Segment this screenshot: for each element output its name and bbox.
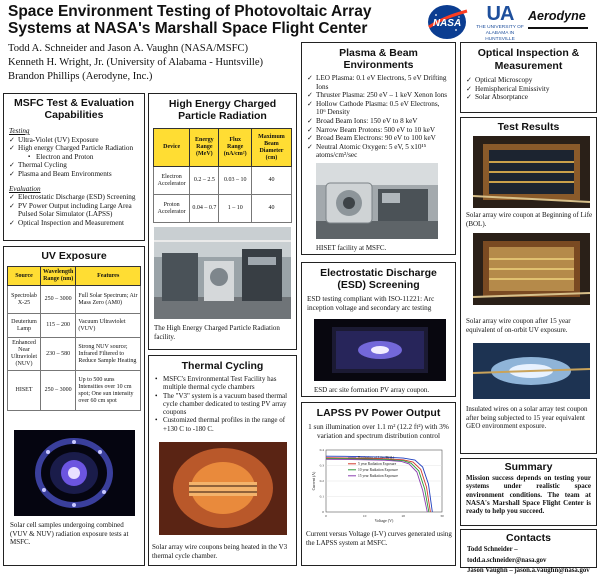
table-cell: 1 – 10	[219, 195, 252, 223]
thermal-cycling-panel	[148, 355, 297, 566]
panel-title: Contacts	[506, 532, 551, 544]
accelerator-table	[153, 128, 292, 223]
nasa-logo-text: NASA	[432, 18, 462, 29]
y-tick-label: 0.2	[319, 479, 324, 484]
contact-line: Jason Vaughn – jason.a.vaughn@nasa.gov	[467, 567, 590, 574]
table-cell: Proton Accelerator	[154, 195, 190, 223]
aerodyne-logo-text: Aerodyne	[528, 9, 586, 23]
y-tick-label: 0.3	[319, 463, 324, 468]
y-tick-label: 0.4	[319, 448, 324, 453]
lapss-description: 1 sun illumination over 1.1 m² (12.2 ft²) with 3% variation and spectrum distribution control	[308, 423, 449, 440]
panel-title: UV Exposure	[41, 250, 107, 262]
test-results-panel	[460, 117, 597, 454]
panel-title: Electrostatic Discharge (ESD) Screening	[320, 267, 437, 291]
list-item: ✓ Electrostatic Discharge (ESD) Screening	[9, 193, 139, 202]
plasma-beam-panel	[301, 42, 456, 255]
list-item: ✓ Broad Beam Electrons: 90 eV to 100 keV	[307, 134, 450, 143]
uah-logo	[474, 4, 526, 44]
author-line: Brandon Phillips (Aerodyne, Inc.)	[8, 71, 153, 82]
esd-screening-panel	[301, 262, 456, 397]
panel-title: Test Results	[497, 121, 560, 133]
y-tick-label: 0	[322, 510, 324, 515]
table-cell: Full Solar Spectrum; Air Mass Zero (AM0)	[76, 286, 141, 314]
table-cell: 115 – 200	[41, 314, 76, 338]
table-cell: Vacuum Ultraviolet (VUV)	[76, 314, 141, 338]
iv-curve-svg	[310, 446, 450, 526]
list-item: ✓ Hemispherical Emissivity	[466, 85, 591, 94]
table-cell: Strong NUV source; Infrared Filtered to Reduce Sample Heating	[76, 338, 141, 371]
uah-logo-mark: UA	[486, 3, 514, 25]
esd-arc-photo	[314, 319, 446, 381]
table-header: Maximum Beam Diameter (cm)	[251, 129, 291, 167]
panel-title: Summary	[504, 461, 553, 473]
legend-label: 10 year Radiation Exposure	[358, 468, 399, 472]
list-item: ✓ Plasma and Beam Environments	[9, 170, 139, 179]
table-cell: 250 – 3000	[41, 371, 76, 411]
geo-wire-photo	[473, 343, 590, 399]
list-item: ✓ PV Power Output including Large Area Pulsed Solar Simulator (LAPSS)	[9, 202, 139, 219]
panel-title: LAPSS PV Power Output	[316, 407, 441, 419]
table-header: Device	[154, 129, 190, 167]
table-row	[8, 286, 141, 314]
thermal-chamber-photo	[159, 442, 287, 535]
list-item: • Customized thermal profiles in the range of +130 C to -180 C.	[154, 416, 291, 433]
list-item: • MSFC's Environmental Test Facility has multiple thermal cycle chambers	[154, 375, 291, 392]
contact-line: Todd Schneider – todd.a.schneider@nasa.gov	[467, 546, 547, 564]
table-cell: Electron Accelerator	[154, 167, 190, 195]
uv-coupon-caption: Solar array wire coupon after 15 year equivalent of on-orbit UV exposure.	[466, 317, 571, 334]
table-row	[154, 167, 292, 195]
table-cell: HISET	[8, 371, 41, 411]
list-item	[9, 144, 139, 161]
list-item: ✓ Optical Microscopy	[466, 76, 591, 85]
table-cell: 250 – 3000	[41, 286, 76, 314]
evaluation-label: Evaluation	[9, 184, 41, 193]
table-row	[8, 314, 141, 338]
y-axis-label: Current (A)	[311, 471, 316, 491]
hiset-caption: HISET facility at MSFC.	[316, 244, 387, 252]
uah-logo-line1: THE UNIVERSITY OF	[476, 25, 524, 30]
iv-curve-chart	[310, 446, 450, 526]
list-item: ✓ LEO Plasma: 0.1 eV Electrons, 5 eV Drifting Ions	[307, 74, 450, 91]
table-header: Flux Range (nA/cm²)	[219, 129, 252, 167]
legend-label: 15 year Radiation Exposure	[358, 474, 399, 478]
list-item: ✓ Ultra-Violet (UV) Exposure	[9, 136, 139, 145]
list-item: ✓ Optical Inspection and Measurement	[9, 219, 139, 228]
table-header: Source	[8, 267, 41, 286]
aerodyne-underline	[528, 27, 588, 29]
table-cell: Enhanced Near Ultraviolet (NUV)	[8, 338, 41, 371]
author-list	[8, 42, 308, 84]
sub-list-item: ▪ Electron and Proton	[28, 153, 139, 162]
esd-description: ESD testing compliant with ISO-11221: Arc inception voltage and secondary arc testing	[307, 295, 435, 312]
lapss-panel	[301, 402, 456, 566]
esd-caption: ESD arc site formation PV array coupon.	[314, 386, 430, 394]
list-item: ✓ Solar Absorptance	[466, 93, 591, 102]
table-row	[8, 371, 141, 411]
table-cell: 40	[251, 195, 291, 223]
thermal-caption: Solar array wire coupons being heated in the V3 thermal cycle chamber.	[152, 543, 288, 560]
uah-logo-line2: ALABAMA IN HUNTSVILLE	[485, 31, 515, 42]
uv-caption: Solar cell samples undergoing combined (VUV & NUV) radiation exposure tests at MSFC.	[10, 521, 129, 546]
table-cell: 0.2 – 2.5	[190, 167, 219, 195]
list-item: • The "V3" system is a vacuum based thermal cycle chamber dedicated to testing PV array coupons	[154, 392, 291, 417]
summary-text: Mission success depends on testing your systems under realistic space environment conditions. The team at NASA's Marshall Space Flight Center is ready to help you succeed.	[466, 474, 591, 516]
uv-coupon-photo	[473, 233, 590, 305]
table-cell: 230 – 580	[41, 338, 76, 371]
table-cell: 40	[251, 167, 291, 195]
list-item: ✓ Neutral Atomic Oxygen: 5 eV, 5 x10¹⁵ atoms/cm²/sec	[307, 143, 450, 160]
optical-panel	[460, 42, 597, 113]
author-line: Kenneth H. Wright, Jr. (University of Alabama - Huntsville)	[8, 57, 264, 68]
table-row	[154, 195, 292, 223]
uv-exposure-panel	[3, 246, 145, 566]
list-item-label: High energy Charged Particle Radiation	[18, 144, 134, 153]
table-header: Energy Range (MeV)	[190, 129, 219, 167]
x-tick-label: 30	[440, 514, 444, 518]
lapss-caption: Current versus Voltage (I-V) curves generated using the LAPSS system at MSFC.	[306, 530, 452, 547]
table-cell: 0.03 – 10	[219, 167, 252, 195]
x-tick-label: 0	[325, 514, 327, 518]
geo-wire-caption: Insulated wires on a solar array test coupon after being subjected to 15 year equivalent GEO environment exposure.	[466, 405, 588, 430]
bol-caption: Solar array wire coupon at Beginning of Life (BOL).	[466, 211, 593, 228]
x-axis-label: Voltage (V)	[374, 518, 394, 523]
table-cell: Up to 500 suns Intensities over 10 cm spot; One sun intensity over 60 cm spot	[76, 371, 141, 411]
testing-label: Testing	[9, 127, 30, 135]
y-tick-label: 0.1	[319, 494, 324, 499]
legend-label: Beginning of Life (BOL)	[358, 456, 395, 460]
x-tick-label: 10	[362, 514, 367, 518]
table-cell: 0.04 – 0.7	[190, 195, 219, 223]
hiset-facility-photo	[316, 163, 438, 239]
aerodyne-logo	[528, 6, 596, 38]
table-row	[8, 338, 141, 371]
panel-title: MSFC Test & Evaluation Capabilities	[14, 97, 134, 121]
nasa-logo	[423, 3, 471, 41]
panel-title: Plasma & Beam Environments	[339, 47, 418, 71]
author-line: Todd A. Schneider and Jason A. Vaughn (NASA/MSFC)	[8, 43, 249, 54]
summary-panel	[460, 458, 597, 526]
list-item: ✓ Thruster Plasma: 250 eV – 1 keV Xenon Ions	[307, 91, 450, 100]
list-item: ✓ Thermal Cycling	[9, 161, 139, 170]
table-cell: Deuterium Lamp	[8, 314, 41, 338]
list-item: ✓ Narrow Beam Protons: 500 eV to 10 keV	[307, 126, 450, 135]
panel-title: High Energy Charged Particle Radiation	[168, 98, 277, 122]
poster-title: Space Environment Testing of Photovoltaic Array Systems at NASA's Marshall Space Flight Center	[8, 3, 372, 37]
table-header: Features	[76, 267, 141, 286]
legend-label: 5 year Radiation Exposure	[358, 462, 397, 466]
panel-title: Thermal Cycling	[181, 360, 264, 372]
list-item: ✓ Hollow Cathode Plasma: 0.5 eV Electrons, 10⁶ Density	[307, 100, 450, 117]
radiation-facility-photo	[154, 227, 291, 319]
x-tick-label: 20	[401, 514, 406, 518]
uv-exposure-photo	[14, 430, 135, 516]
list-item: ✓ Broad Beam Ions: 150 eV to 8 keV	[307, 117, 450, 126]
bol-coupon-photo	[473, 136, 590, 208]
table-cell: Spectrolab X-25	[8, 286, 41, 314]
panel-title: Optical Inspection & Measurement	[477, 47, 580, 72]
msfc-capabilities-panel	[3, 93, 145, 241]
table-header: Wavelength Range (nm)	[41, 267, 76, 286]
radiation-facility-caption: The High Energy Charged Particle Radiation facility.	[154, 324, 280, 341]
charged-particle-panel	[148, 93, 297, 350]
uv-source-table	[7, 266, 141, 411]
contacts-panel	[460, 529, 597, 574]
